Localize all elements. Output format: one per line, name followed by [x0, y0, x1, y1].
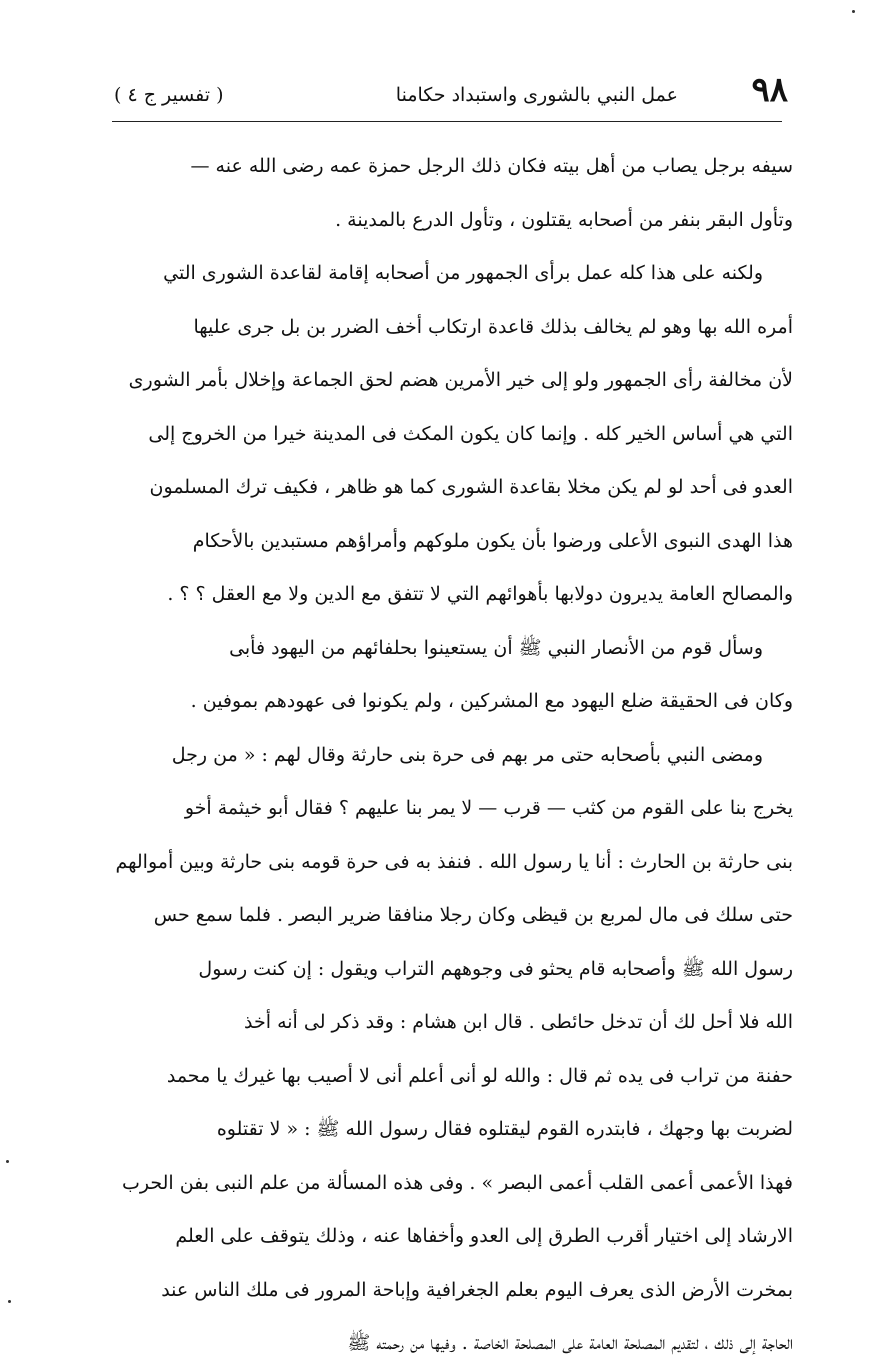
- text-line: الحاجة إلى ذلك ، لتقديم المصلحة العامة على المصلحة الخاصة . وفيها من رحمته ﷺ: [347, 1332, 793, 1354]
- text-line: بنى حارثة بن الحارث : أنا يا رسول الله . فنفذ به فى حرة قومه بنى حارثة وبين أموالهم: [115, 850, 793, 873]
- running-title: عمل النبي بالشورى واستبداد حكامنا: [395, 84, 678, 106]
- scan-speck: [852, 10, 855, 13]
- text-line: هذا الهدى النبوى الأعلى ورضوا بأن يكون ملوكهم وأمراؤهم مستبدين بالأحكام: [192, 529, 793, 552]
- text-line: يخرج بنا على القوم من كثب — قرب — لا يمر بنا عليهم ؟ فقال أبو خيثمة أخو: [184, 797, 793, 819]
- text-line: بمخرت الأرض الذى يعرف اليوم بعلم الجغرافية وإباحة المرور فى ملك الناس عند: [161, 1278, 793, 1301]
- text-line: التي هي أساس الخير كله . وإنما كان يكون المكث فى المدينة خيرا من الخروج إلى: [148, 422, 793, 445]
- text-line: وكان فى الحقيقة ضلع اليهود مع المشركين ، ولم يكونوا فى عهودهم بموفين .: [190, 690, 793, 712]
- text-line: فهذا الأعمى أعمى القلب أعمى البصر » . وفى هذه المسألة من علم النبى بفن الحرب: [121, 1171, 793, 1194]
- text-line: سيفه برجل يصاب من أهل بيته فكان ذلك الرجل حمزة عمه رضى الله عنه —: [190, 155, 793, 177]
- text-line: والمصالح العامة يديرون دولابها بأهوائهم التي لا تتفق مع الدين ولا مع العقل ؟ ؟ .: [167, 583, 793, 605]
- text-line: أمره الله بها وهو لم يخالف بذلك قاعدة ارتكاب أخف الضرر بن بل جرى عليها: [193, 315, 793, 338]
- text-line: وتأول البقر بنفر من أصحابه يقتلون ، وتأول الدرع بالمدينة .: [335, 208, 793, 231]
- text-line: رسول الله ﷺ وأصحابه قام يحثو فى وجوههم التراب ويقول : إن كنت رسول: [198, 957, 793, 980]
- scan-speck: [8, 1300, 11, 1303]
- book-reference: ( تفسير ج ٤ ): [114, 84, 224, 106]
- text-line: الارشاد إلى اختيار أقرب الطرق إلى العدو وأخفاها عنه ، وذلك يتوقف على العلم: [175, 1225, 793, 1247]
- text-line: العدو فى أحد لو لم يكن مخلا بقاعدة الشورى كما هو ظاهر ، فكيف ترك المسلمون: [149, 476, 793, 498]
- text-line: حفنة من تراب فى يده ثم قال : والله لو أنى أعلم أنى لا أصيب بها غيرك يا محمد: [166, 1064, 793, 1087]
- main-text: [113, 140, 793, 1371]
- text-line: ولكنه على هذا كله عمل برأى الجمهور من أصحابه إقامة لقاعدة الشورى التي: [163, 262, 763, 284]
- text-line: ومضى النبي بأصحابه حتى مر بهم فى حرة بنى حارثة وقال لهم : « من رجل: [171, 743, 763, 766]
- page-header: [108, 70, 788, 114]
- text-line: حتى سلك فى مال لمربع بن قيظى وكان رجلا منافقا ضرير البصر . فلما سمع حس: [153, 904, 793, 926]
- page-number: ٩٨: [751, 70, 788, 110]
- scan-speck: [6, 1160, 9, 1163]
- header-divider: [112, 121, 782, 122]
- text-line: وسأل قوم من الأنصار النبي ﷺ أن يستعينوا بحلفائهم من اليهود فأبى: [229, 636, 763, 659]
- text-line: لأن مخالفة رأى الجمهور ولو إلى خير الأمرين هضم لحق الجماعة وإخلال بأمر الشورى: [128, 369, 793, 391]
- text-line: لضربت بها وجهك ، فابتدره القوم ليقتلوه فقال رسول الله ﷺ : « لا تقتلوه: [216, 1118, 793, 1140]
- text-line: الله فلا أحل لك أن تدخل حائطى . قال ابن هشام : وقد ذكر لى أنه أخذ: [244, 1011, 793, 1033]
